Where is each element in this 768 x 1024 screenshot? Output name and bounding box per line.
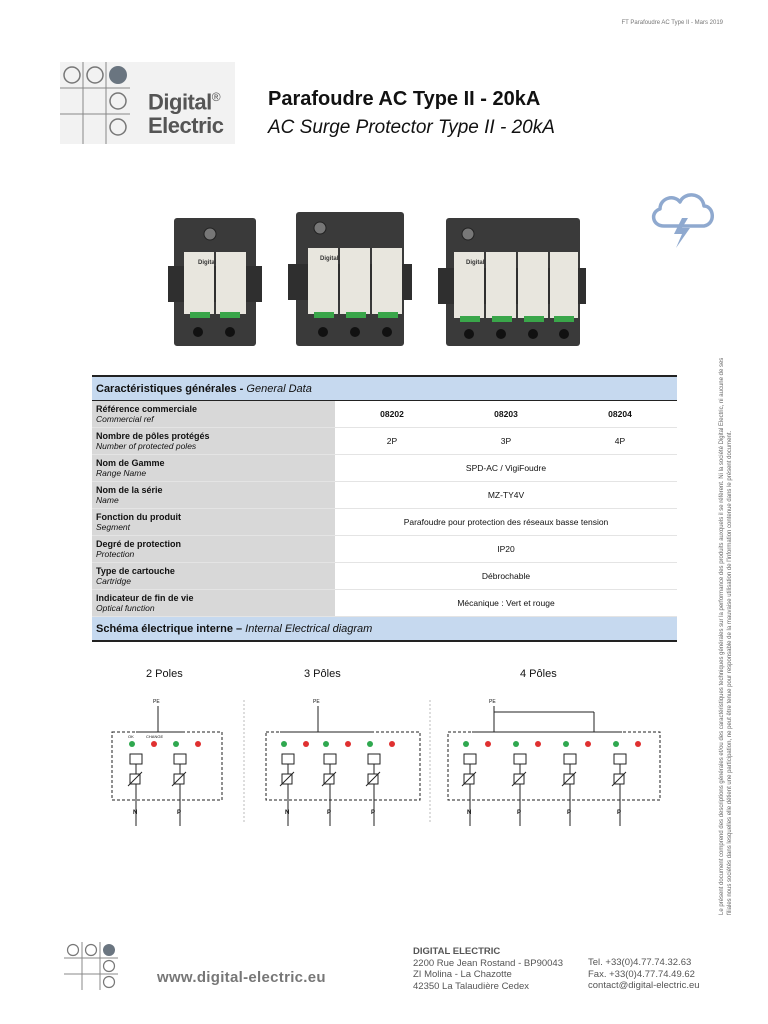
company-logo bbox=[60, 62, 235, 144]
cartridge-value: Débrochable bbox=[335, 563, 677, 590]
logo-line-1: Digital bbox=[148, 89, 212, 115]
table-row bbox=[92, 428, 677, 455]
company-name: DIGITAL ELECTRIC bbox=[413, 946, 501, 957]
poles-2p: 2P bbox=[335, 428, 449, 455]
product-4p-image bbox=[438, 218, 586, 346]
footer-contact bbox=[588, 957, 700, 992]
row-label-en: Name bbox=[96, 495, 119, 505]
email-link[interactable]: contact@digital-electric.eu bbox=[588, 980, 700, 991]
product-2p-brand: Digital bbox=[198, 260, 217, 266]
table-row bbox=[92, 482, 677, 509]
logo-registered: ® bbox=[211, 90, 221, 104]
diagram-label-3p: 3 Pôles bbox=[304, 668, 341, 680]
general-data-heading-en: General Data bbox=[246, 382, 312, 395]
row-label-en: Cartridge bbox=[96, 576, 131, 586]
n-label-3p: N bbox=[285, 810, 290, 816]
poles-3p: 3P bbox=[449, 428, 563, 455]
general-data-table bbox=[92, 375, 677, 642]
table-row bbox=[92, 536, 677, 563]
legal-side-note bbox=[702, 340, 733, 915]
diagram-label-2p: 2 Poles bbox=[146, 668, 183, 680]
row-label-en: Segment bbox=[96, 522, 131, 532]
legal-side-note-text: Le présent document comprend des descriptions générales et/ou des caractéristiques techniques générales sur la performance des produits auxquels il se réfèrent. Ni la société Digital Electric, ni aucune de ses filiales nous sociétés dans lesquelles elle détient une participation, ne peut être tenue pour responsable de la mauvaise utilisation de l'information contenue dans le présent document. bbox=[719, 357, 733, 915]
row-label-fr: Nom de la série bbox=[96, 485, 163, 495]
row-label-fr: Référence commerciale bbox=[96, 404, 198, 414]
ref-3p: 08203 bbox=[449, 401, 563, 428]
schema-heading-en: Internal Electrical diagram bbox=[245, 622, 373, 635]
diagram-2p bbox=[112, 700, 244, 826]
row-label-fr: Degré de protection bbox=[96, 539, 182, 549]
fax-number: Fax. +33(0)4.77.74.49.62 bbox=[588, 968, 695, 980]
row-label-en: Optical function bbox=[96, 603, 155, 613]
p-label-3p-1: P bbox=[327, 810, 332, 816]
product-images bbox=[168, 208, 588, 356]
product-4p-brand: Digital bbox=[466, 260, 485, 266]
ok-label: OK bbox=[128, 734, 134, 739]
footer-logo bbox=[64, 942, 118, 990]
series-name-value: MZ-TY4V bbox=[335, 482, 677, 509]
row-label-fr: Nom de Gamme bbox=[96, 458, 165, 468]
p-label-4p-1: P bbox=[517, 810, 522, 816]
table-row bbox=[92, 401, 677, 428]
address-line-3: 42350 La Talaudière Cedex bbox=[413, 980, 530, 992]
pe-label-2p: PE bbox=[153, 699, 160, 705]
row-label-fr: Type de cartouche bbox=[96, 566, 175, 576]
table-row bbox=[92, 563, 677, 590]
row-label-fr: Indicateur de fin de vie bbox=[96, 593, 194, 603]
page-title-en: AC Surge Protector Type II - 20kA bbox=[268, 117, 555, 138]
document-reference: FT Parafoudre AC Type II - Mars 2019 bbox=[621, 20, 723, 26]
protection-value: IP20 bbox=[335, 536, 677, 563]
product-2p-image bbox=[168, 218, 262, 346]
schema-heading bbox=[92, 617, 677, 642]
change-label: CHANGE bbox=[146, 734, 164, 739]
product-3p-brand: Digital bbox=[320, 256, 339, 262]
poles-4p: 4P bbox=[563, 428, 677, 455]
diagram-4p bbox=[448, 706, 660, 826]
row-label-en: Number of protected poles bbox=[96, 441, 197, 451]
segment-value: Parafoudre pour protection des réseaux basse tension bbox=[335, 509, 677, 536]
p-label-3p-2: P bbox=[371, 810, 376, 816]
p-label-4p-2: P bbox=[567, 810, 572, 816]
ref-4p: 08204 bbox=[563, 401, 677, 428]
p-label-2p: P bbox=[177, 810, 182, 816]
row-label-en: Protection bbox=[96, 549, 135, 559]
logo-line-2: Electric bbox=[148, 113, 224, 139]
optical-function-value: Mécanique : Vert et rouge bbox=[335, 590, 677, 617]
table-row bbox=[92, 590, 677, 617]
diagram-3p bbox=[266, 700, 430, 826]
address-line-2: ZI Molina - La Chazotte bbox=[413, 969, 512, 980]
range-name-value: SPD-AC / VigiFoudre bbox=[335, 455, 677, 482]
table-row bbox=[92, 455, 677, 482]
row-label-en: Commercial ref bbox=[96, 414, 154, 424]
n-label-4p: N bbox=[467, 810, 472, 816]
schema-heading-fr: Schéma électrique interne – bbox=[96, 622, 246, 635]
row-label-en: Range Name bbox=[96, 468, 147, 478]
diagram-label-4p: 4 Pôles bbox=[520, 668, 557, 680]
general-data-heading-fr: Caractéristiques générales - bbox=[96, 382, 247, 395]
general-data-heading bbox=[92, 376, 677, 401]
row-label-fr: Fonction du produit bbox=[96, 512, 181, 522]
table-row bbox=[92, 509, 677, 536]
ref-2p: 08202 bbox=[335, 401, 449, 428]
row-label-fr: Nombre de pôles protégés bbox=[96, 431, 210, 441]
page-title-fr: Parafoudre AC Type II - 20kA bbox=[268, 88, 541, 110]
pe-label-4p: PE bbox=[489, 699, 496, 705]
phone-number: Tel. +33(0)4.77.74.32.63 bbox=[588, 957, 692, 968]
website-link[interactable]: www.digital-electric.eu bbox=[157, 969, 326, 986]
address-line-1: 2200 Rue Jean Rostand - BP90043 bbox=[413, 957, 563, 969]
cloud-lightning-icon bbox=[646, 184, 720, 254]
electrical-diagrams bbox=[88, 696, 668, 826]
n-label-2p: N bbox=[133, 810, 138, 816]
p-label-4p-3: P bbox=[617, 810, 622, 816]
logo-wordmark bbox=[148, 85, 224, 138]
footer-address bbox=[413, 946, 563, 992]
product-3p-image bbox=[288, 212, 412, 346]
pe-label-3p: PE bbox=[313, 699, 320, 705]
